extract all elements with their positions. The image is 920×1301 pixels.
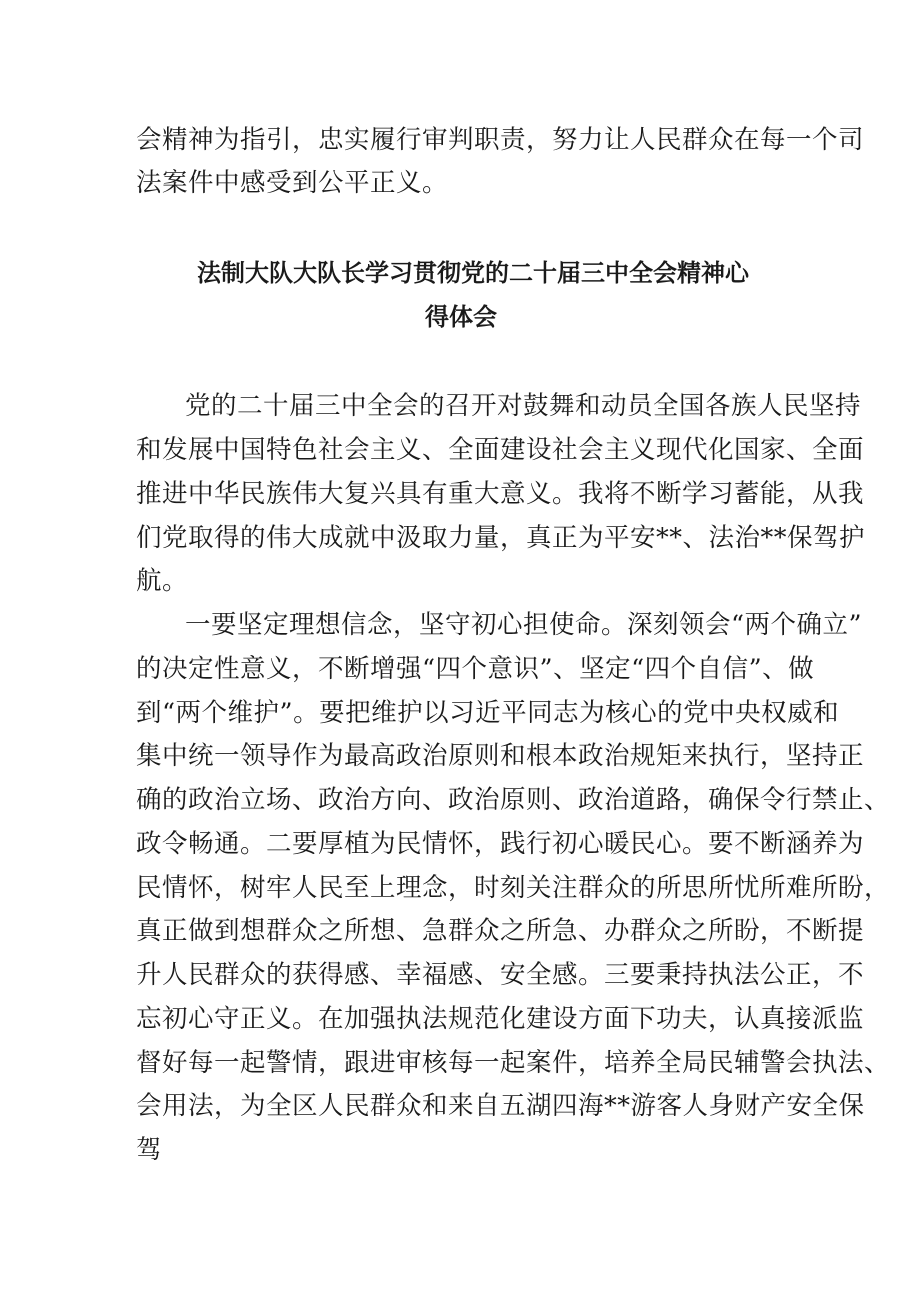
paragraph-2-line-7: 民情怀，树牢人民至上理念，时刻关注群众的所思所忧所难所盼， <box>136 873 891 903</box>
paragraph-1-line-5: 航。 <box>136 566 189 596</box>
paragraph-2-line-5: 确的政治立场、政治方向、政治原则、政治道路，确保令行禁止、 <box>136 785 891 815</box>
paragraph-2-line-11: 督好每一起警情，跟进审核每一起案件，培养全局民辅警会执法、 <box>136 1048 891 1078</box>
paragraph-2-line-3: 到“两个维护”。要把维护以习近平同志为核心的党中央权威和 <box>136 698 840 728</box>
paragraph-2-line-8: 真正做到想群众之所想、急群众之所急、办群众之所盼，不断提 <box>136 916 865 946</box>
paragraph-2-line-6: 政令畅通。二要厚植为民情怀，践行初心暖民心。要不断涵养为 <box>136 829 865 859</box>
paragraph-2-line-12: 会用法，为全区人民群众和来自五湖四海**游客人身财产安全保 <box>136 1091 865 1121</box>
paragraph-1-line-4: 们党取得的伟大成就中汲取力量，真正为平安**、法治**保驾护 <box>136 523 866 553</box>
continuation-line-2: 法案件中感受到公平正义。 <box>136 168 449 198</box>
paragraph-2-line-1: 一要坚定理想信念，坚守初心担使命。深刻领会“两个确立” <box>185 610 863 640</box>
paragraph-2-line-13: 驾 <box>136 1135 163 1165</box>
paragraph-2-line-9: 升人民群众的获得感、幸福感、安全感。三要秉持执法公正，不 <box>136 960 865 990</box>
paragraph-2-line-4: 集中统一领导作为最高政治原则和根本政治规矩来执行，坚持正 <box>136 741 865 771</box>
paragraph-2-line-10: 忘初心守正义。在加强执法规范化建设方面下功夫，认真接派监 <box>136 1004 865 1034</box>
document-title-line-1: 法制大队大队长学习贯彻党的二十届三中全会精神心 <box>197 259 749 287</box>
paragraph-1-line-1: 党的二十届三中全会的召开对鼓舞和动员全国各族人民坚持 <box>185 391 862 421</box>
document-title-line-2: 得体会 <box>425 303 497 331</box>
paragraph-1-line-3: 推进中华民族伟大复兴具有重大意义。我将不断学习蓄能，从我 <box>136 479 865 509</box>
continuation-line-1: 会精神为指引，忠实履行审判职责，努力让人民群众在每一个司 <box>136 125 865 155</box>
paragraph-1-line-2: 和发展中国特色社会主义、全面建设社会主义现代化国家、全面 <box>136 435 865 465</box>
paragraph-2-line-2: 的决定性意义，不断增强“四个意识”、坚定“四个自信”、做 <box>136 654 815 684</box>
